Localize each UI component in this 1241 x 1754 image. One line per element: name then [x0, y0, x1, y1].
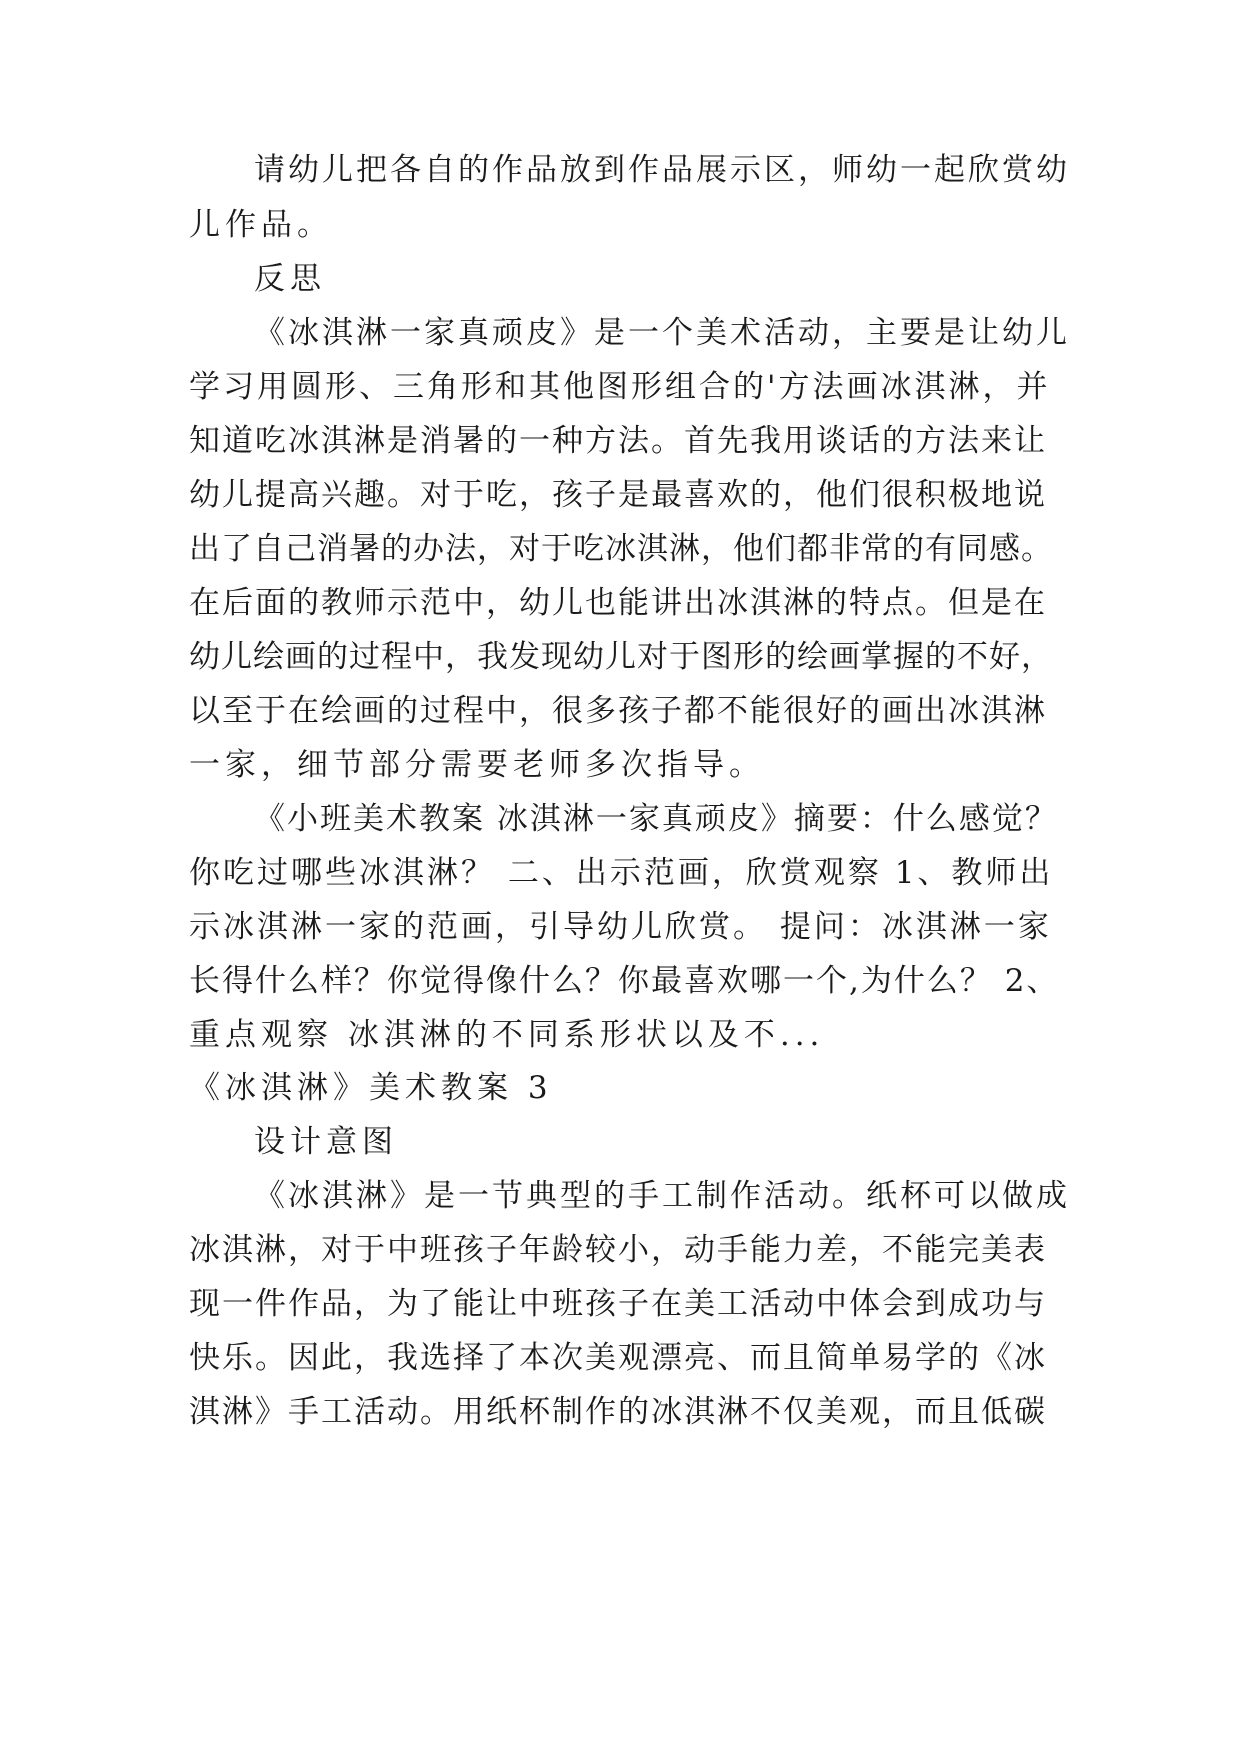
paragraph-line: 《冰淇淋一家真顽皮》是一个美术活动，主要是让幼儿 [254, 315, 1070, 351]
summary-line: 示冰淇淋一家的范画，引导幼儿欣赏。 提问：冰淇淋一家 [189, 909, 1052, 945]
paragraph-line: 儿作品。 [189, 207, 333, 243]
paragraph-line: 出了自己消暑的办法，对于吃冰淇淋，他们都非常的有同感。 [189, 531, 1053, 567]
paragraph-line: 快乐。因此，我选择了本次美观漂亮、而且简单易学的《冰 [189, 1340, 1047, 1376]
paragraph-line: 幼儿绘画的过程中，我发现幼儿对于图形的绘画掌握的不好， [189, 639, 1053, 675]
section-heading: 设计意图 [254, 1124, 398, 1160]
document-title: 《冰淇淋》美术教案 3 [189, 1070, 553, 1106]
paragraph-line: 知道吃冰淇淋是消暑的一种方法。首先我用谈话的方法来让 [189, 423, 1047, 459]
paragraph-line: 冰淇淋，对于中班孩子年龄较小，动手能力差，不能完美表 [189, 1232, 1047, 1268]
paragraph-line: 《冰淇淋》是一节典型的手工制作活动。纸杯可以做成 [254, 1178, 1070, 1214]
paragraph-line: 现一件作品，为了能让中班孩子在美工活动中体会到成功与 [189, 1286, 1047, 1322]
paragraph-line: 学习用圆形、三角形和其他图形组合的'方法画冰淇淋，并 [189, 369, 1051, 405]
section-heading: 反思 [254, 261, 326, 297]
paragraph-line: 淇淋》手工活动。用纸杯制作的冰淇淋不仅美观，而且低碳 [189, 1394, 1047, 1430]
summary-line: 《小班美术教案 冰淇淋一家真顽皮》摘要：什么感觉？ [254, 801, 1058, 837]
summary-line: 你吃过哪些冰淇淋？ 二、出示范画，欣赏观察 1、教师出 [189, 855, 1054, 891]
paragraph-line: 幼儿提高兴趣。对于吃，孩子是最喜欢的，他们很积极地说 [189, 477, 1047, 513]
summary-line: 长得什么样？你觉得像什么？你最喜欢哪一个,为什么？ 2、 [189, 963, 1060, 999]
summary-line: 重点观察 冰淇淋的不同系形状以及不... [189, 1017, 825, 1053]
paragraph-line: 一家，细节部分需要老师多次指导。 [189, 747, 765, 783]
paragraph-line: 以至于在绘画的过程中，很多孩子都不能很好的画出冰淇淋 [189, 693, 1047, 729]
paragraph-line: 请幼儿把各自的作品放到作品展示区，师幼一起欣赏幼 [254, 152, 1070, 188]
paragraph-line: 在后面的教师示范中，幼儿也能讲出冰淇淋的特点。但是在 [189, 585, 1047, 621]
